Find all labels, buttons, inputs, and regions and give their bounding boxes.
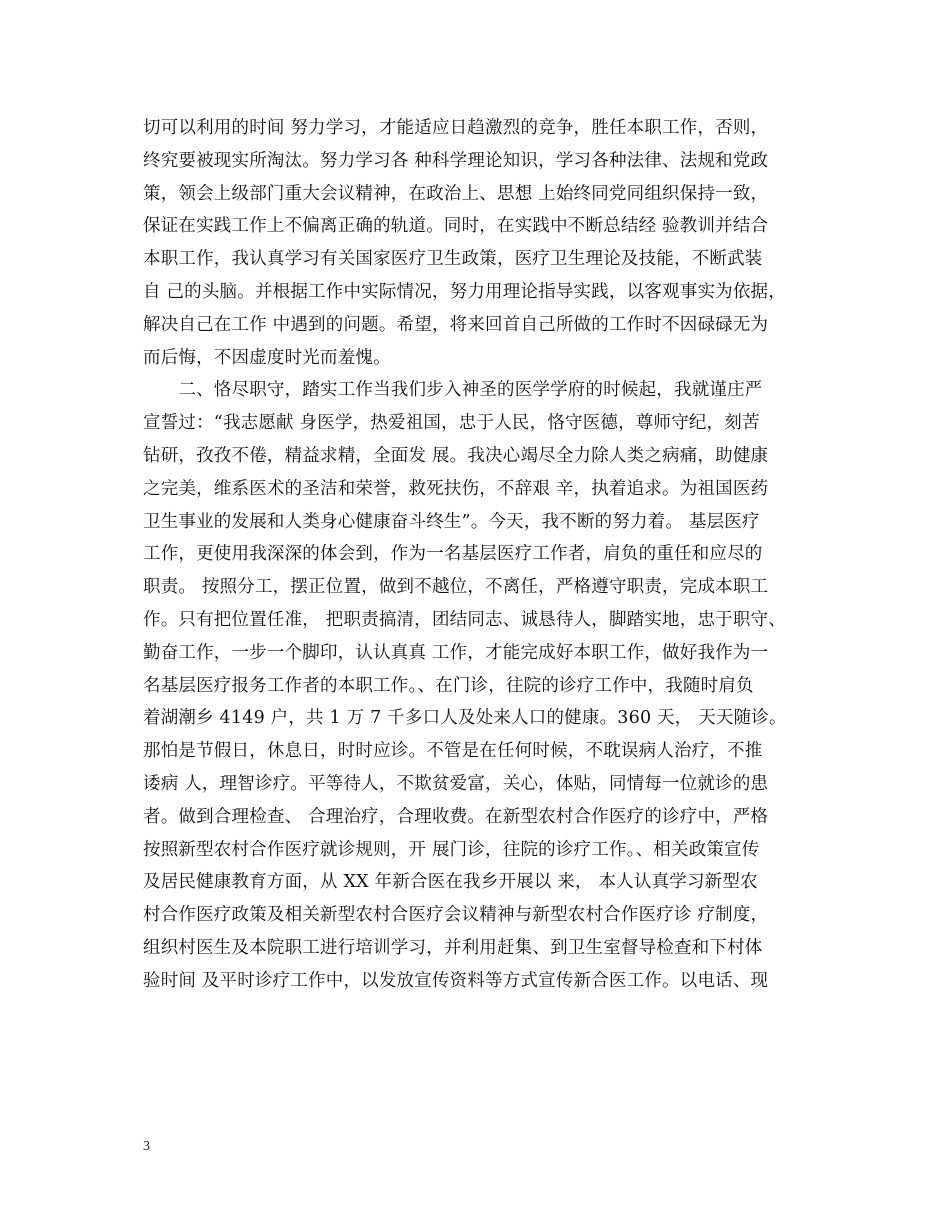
text-line: 者。做到合理检查、 合理治疗，合理收费。在新型农村合作医疗的诊疗中，严格	[143, 806, 769, 827]
text-line: 诿病 人，理智诊疗。平等待人，不欺贫爱富，关心，体贴，同情每一位就诊的患	[143, 774, 769, 794]
text-line: 勤奋工作，一步一个脚印，认认真真 工作，才能完成好本职工作，做好我作为一	[143, 642, 769, 663]
text-line: 卫生事业的发展和人类身心健康奋斗终生”。今天，我不断的努力着。 基层医疗	[143, 511, 760, 532]
text-line: 切可以利用的时间 努力学习，才能适应日趋激烈的竞争，胜任本职工作，否则，	[143, 118, 769, 138]
text-line: 自 己的头脑。并根据工作中实际情况，努力用理论指导实践，以客观事实为依据，	[143, 282, 786, 302]
text-line: 而后悔，不因虚度时光而羞愧。	[143, 347, 391, 368]
page-number: 3	[143, 1139, 150, 1154]
text-line: 钻研，孜孜不倦，精益求精，全面发 展。我决心竭尽全力除人类之病痛，助健康	[143, 446, 769, 466]
text-line: 组织村医生及本院职工进行培训学习，并利用赶集、到卫生室督导检查和下村体	[143, 938, 763, 958]
text-line: 之完美，维系医术的圣洁和荣誉，救死扶伤，不辞艰 辛，执着追求。为祖国医药	[143, 478, 769, 499]
text-line: 解决自己在工作 中遇到的问题。希望，将来回首自己所做的工作时不因碌碌无为	[143, 314, 769, 335]
text-line: 终究要被现实所淘汰。努力学习各 种科学理论知识，学习各种法律、法规和党政	[143, 150, 769, 171]
text-line: 作。只有把位置任准， 把职责搞清，团结同志、诚恳待人，脚踏实地，忠于职守、	[143, 610, 786, 630]
text-line: 保证在实践工作上不偏离正确的轨道。同时，在实践中不断总结经 验教训并结合	[143, 216, 769, 237]
text-line: 宣誓过：“我志愿献 身医学，热爱祖国，忠于人民，恪守医德，尊师守纪，刻苦	[143, 413, 760, 434]
text-line: 那怕是节假日，休息日，时时应诊。不管是在任何时候，不耽误病人治疗，不推	[143, 741, 763, 762]
text-line: 验时间 及平时诊疗工作中，以发放宣传资料等方式宣传新合医工作。以电话、现	[143, 970, 769, 991]
text-line: 二、恪尽职守，踏实工作当我们步入神圣的医学学府的时候起，我就谨庄严	[143, 380, 763, 401]
text-line: 按照新型农村合作医疗就诊规则，开 展门诊，往院的诊疗工作。、相关政策宣传	[143, 839, 760, 860]
text-line: 职责。 按照分工，摆正位置，做到不越位，不离任，严格遵守职责，完成本职工	[143, 577, 769, 598]
text-line: 本职工作，我认真学习有关国家医疗卫生政策，医疗卫生理论及技能，不断武装	[143, 249, 763, 270]
text-line: 及居民健康教育方面，从 XX 年新合医在我乡开展以 来， 本人认真学习新型农	[143, 872, 758, 893]
text-line: 村合作医疗政策及相关新型农村合医疗会议精神与新型农村合作医疗诊 疗制度，	[143, 905, 769, 926]
text-line: 策，领会上级部门重大会议精神，在政治上、思想 上始终同党同组织保持一致，	[143, 183, 769, 204]
text-line: 着湖潮乡 4149 户，共 1 万 7 千多口人及处来人口的健康。360 天， 天天随诊。	[143, 708, 787, 729]
text-line: 工作，更使用我深深的体会到，作为一名基层医疗工作者，肩负的重任和应尽的	[143, 544, 763, 565]
text-line: 名基层医疗报务工作者的本职工作。、在门诊，往院的诊疗工作中，我随时肩负	[143, 675, 754, 696]
